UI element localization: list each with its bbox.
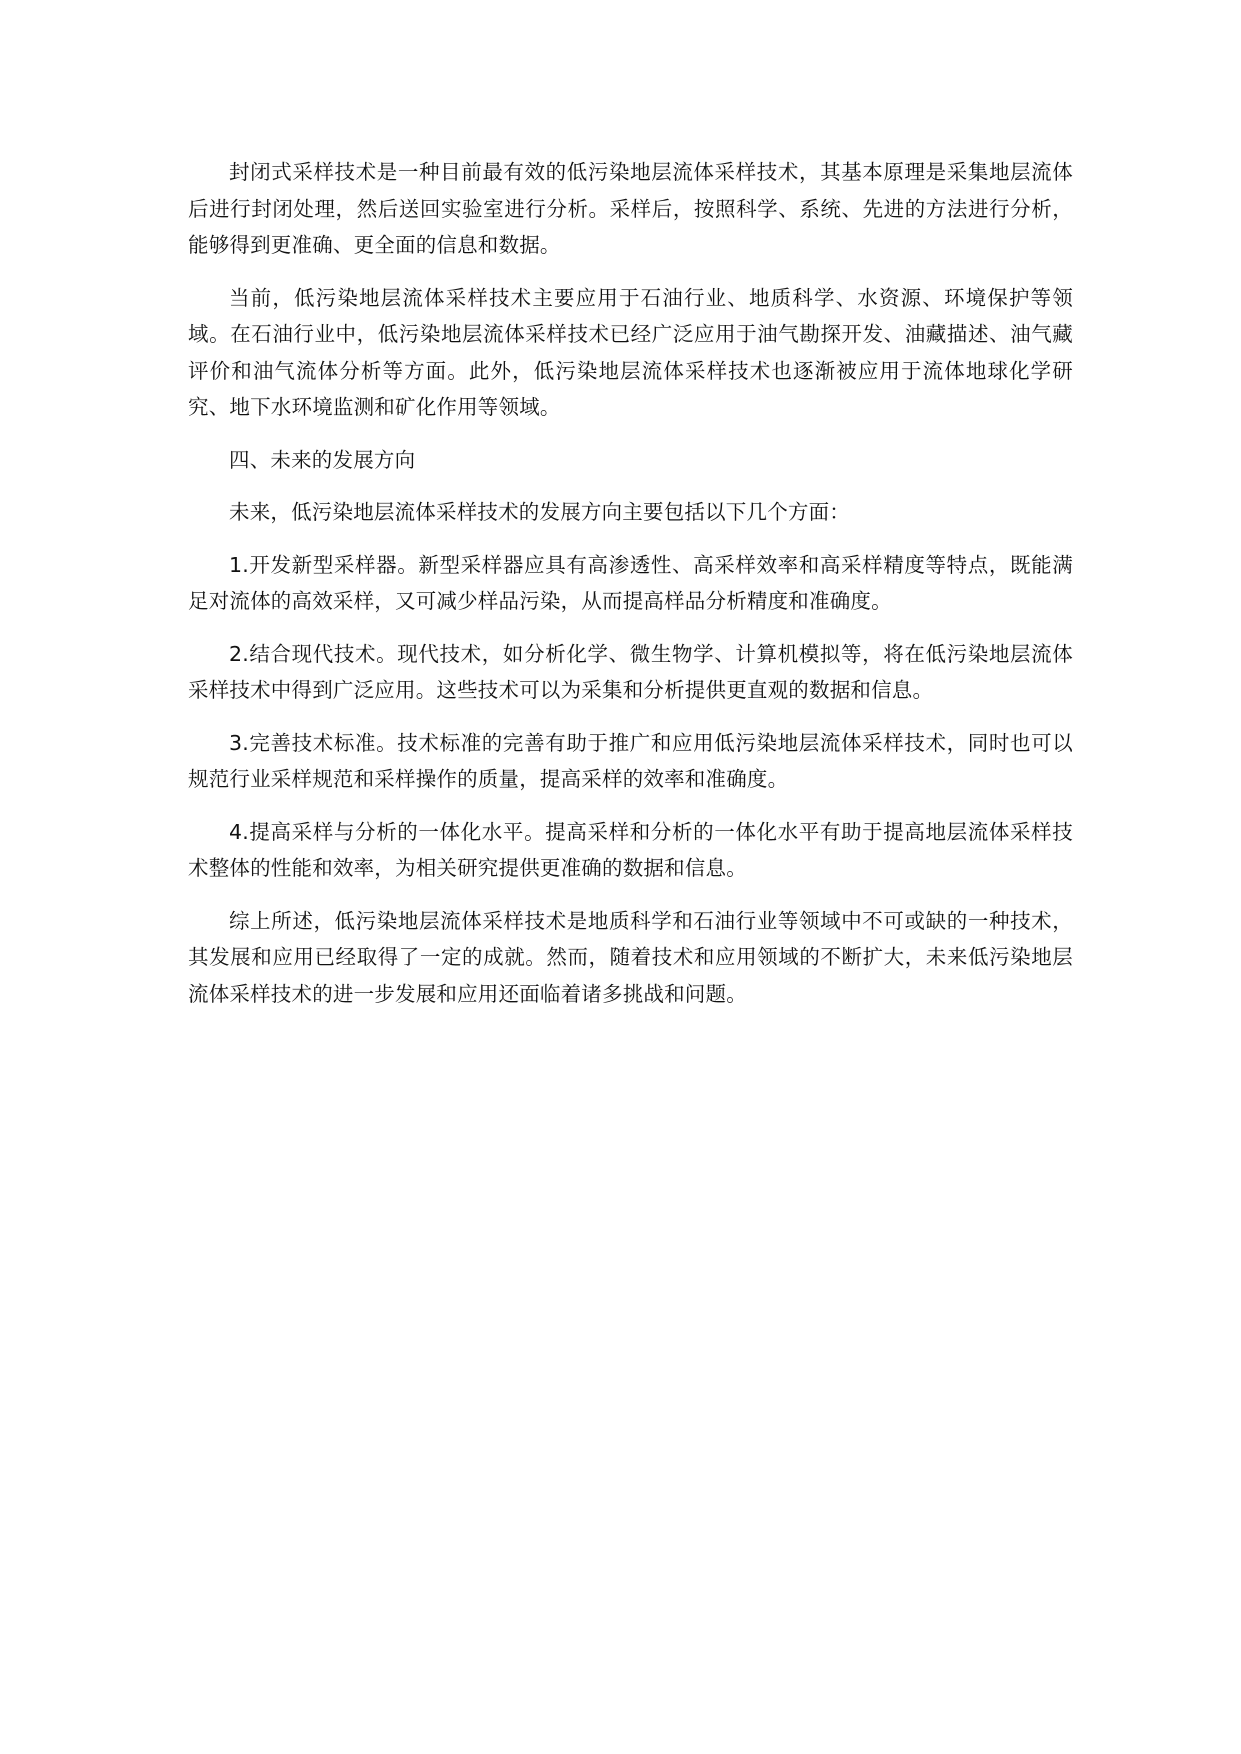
paragraph-future-intro: 未来，低污染地层流体采样技术的发展方向主要包括以下几个方面： — [229, 500, 850, 524]
document-body — [188, 154, 1073, 1028]
section-heading-future-directions: 四、未来的发展方向 — [229, 447, 416, 472]
list-item-integration: 4.提高采样与分析的一体化水平。提高采样和分析的一体化水平有助于提高地层流体采样技术整体的性能和效率，为相关研究提供更准确的数据和信息。 — [188, 819, 1073, 880]
paragraph-current-applications: 当前，低污染地层流体采样技术主要应用于石油行业、地质科学、水资源、环境保护等领域。在石油行业中，低污染地层流体采样技术已经广泛应用于油气勘探开发、油藏描述、油气藏评价和油气流体分析等方面。此外，低污染地层流体采样技术也逐渐被应用于流体地球化学研究、地下水环境监测和矿化作用等领域。 — [188, 285, 1073, 419]
list-item-new-sampler: 1.开发新型采样器。新型采样器应具有高渗透性、高采样效率和高采样精度等特点，既能满足对流体的高效采样，又可减少样品污染，从而提高样品分析精度和准确度。 — [188, 552, 1073, 613]
list-item-modern-technology: 2.结合现代技术。现代技术，如分析化学、微生物学、计算机模拟等，将在低污染地层流体采样技术中得到广泛应用。这些技术可以为采集和分析提供更直观的数据和信息。 — [188, 641, 1073, 702]
paragraph-closed-sampling: 封闭式采样技术是一种目前最有效的低污染地层流体采样技术，其基本原理是采集地层流体后进行封闭处理，然后送回实验室进行分析。采样后，按照科学、系统、先进的方法进行分析，能够得到更准确、更全面的信息和数据。 — [188, 160, 1073, 257]
list-item-technical-standards: 3.完善技术标准。技术标准的完善有助于推广和应用低污染地层流体采样技术，同时也可以规范行业采样规范和采样操作的质量，提高采样的效率和准确度。 — [188, 730, 1073, 791]
paragraph-conclusion: 综上所述，低污染地层流体采样技术是地质科学和石油行业等领域中不可或缺的一种技术，其发展和应用已经取得了一定的成就。然而，随着技术和应用领域的不断扩大，未来低污染地层流体采样技术的进一步发展和应用还面临着诸多挑战和问题。 — [188, 908, 1073, 1006]
